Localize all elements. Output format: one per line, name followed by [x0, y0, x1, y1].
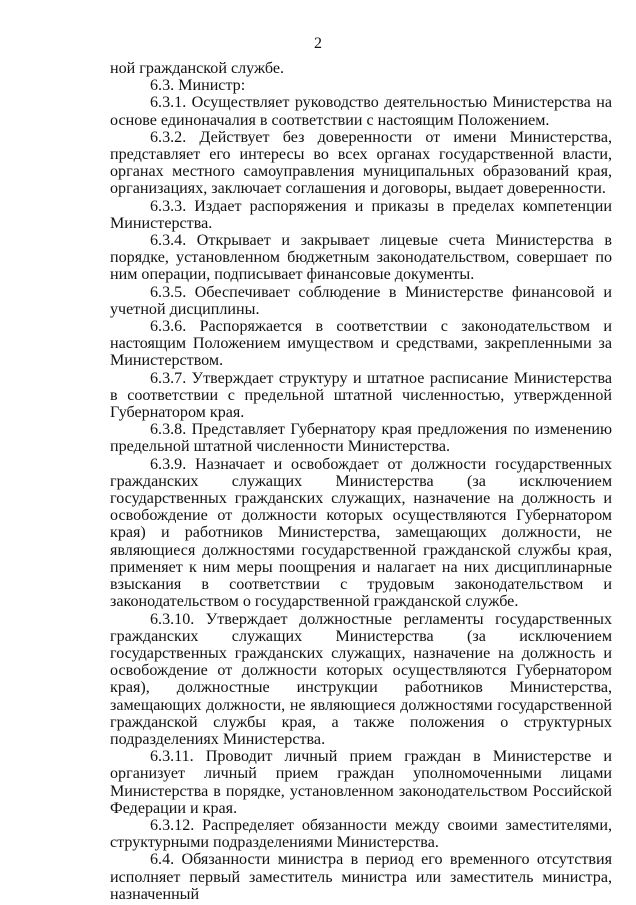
- paragraph: 6.3.3. Издает распоряжения и приказы в пределах компетенции Министерства.: [110, 197, 612, 232]
- paragraph: 6.3.9. Назначает и освобождает от должности государственных гражданских служащих Министерства (за исключением государственных гражданских служащих, назначение на должность и освобождение от должности которых осуществляются Губернатором края) и работников Министерства, замещающих должности, не являющиеся должностями государственной гражданской службы края, применяет к ним меры поощрения и налагает на них дисциплинарные взыскания в соответствии с трудовым законодательством и законодательством о государственной гражданской службе.: [110, 455, 612, 611]
- paragraph: 6.3.10. Утверждает должностные регламенты государственных гражданских служащих Министерства (за исключением государственных гражданских служащих, назначение на должность и освобождение от должности которых осуществляются Губернатором края), должностные инструкции работников Министерства, замещающих должности, не являющиеся должностями государственной гражданской службы края, а также положения о структурных подразделениях Министерства.: [110, 610, 612, 748]
- paragraph: 6.3. Министр:: [150, 77, 246, 95]
- paragraph: 6.3.12. Распределяет обязанности между своими заместителями, структурными подразделениями Министерства.: [110, 816, 612, 852]
- paragraph: 6.3.7. Утверждает структуру и штатное расписание Министерства в соответствии с предельной штатной численностью, утвержденной Губернатором края.: [110, 369, 612, 422]
- paragraph: 6.4. Обязанности министра в период его временного отсутствия исполняет первый заместитель министра или заместитель министра, назначенный: [110, 851, 612, 903]
- paragraph: 6.3.5. Обеспечивает соблюдение в Министерстве финансовой и учетной дисциплины.: [110, 283, 612, 318]
- paragraph: 6.3.6. Распоряжается в соответствии с законодательством и настоящим Положением имуществом и средствами, закрепленными за Министерством.: [110, 318, 612, 370]
- document-body: [110, 60, 612, 903]
- paragraph: 6.3.8. Представляет Губернатору края предложения по изменению предельной штатной численности Министерства.: [110, 421, 612, 456]
- paragraph: 6.3.4. Открывает и закрывает лицевые счета Министерства в порядке, установленном бюджетным законодательством, совершает по ним операции, подписывает финансовые документы.: [110, 232, 612, 284]
- paragraph: 6.3.2. Действует без доверенности от имени Министерства, представляет его интересы во всех органах государственной власти, органах местного самоуправления муниципальных образований края, организациях, заключает соглашения и договоры, выдает доверенности.: [110, 128, 612, 198]
- page-number: 2: [314, 35, 322, 52]
- paragraph: 6.3.1. Осуществляет руководство деятельностью Министерства на основе единоначалия в соответствии с настоящим Положением.: [110, 94, 612, 129]
- paragraph: 6.3.11. Проводит личный прием граждан в Министерстве и организует личный прием граждан уполномоченными лицами Министерства в порядке, установленном законодательством Российской Федерации и края.: [110, 748, 612, 817]
- paragraph: ной гражданской службе.: [110, 60, 285, 77]
